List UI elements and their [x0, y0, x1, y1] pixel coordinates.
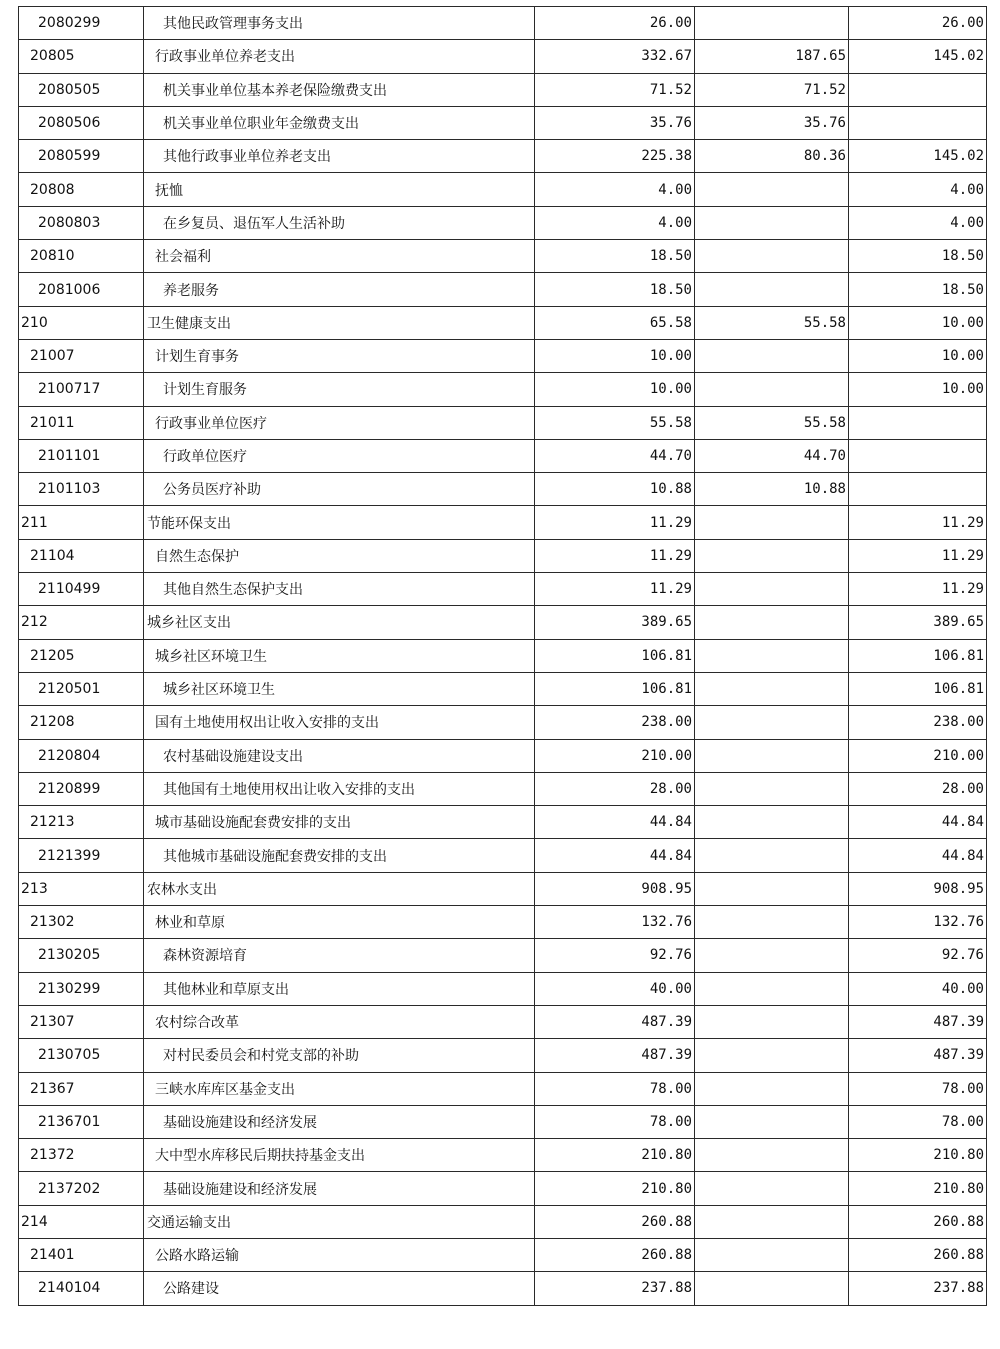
table-row [19, 839, 987, 872]
subject-name-cell: 基础设施建设和经济发展 [144, 1172, 535, 1205]
subject-name-cell: 在乡复员、退伍军人生活补助 [144, 206, 535, 239]
subject-name-cell: 农村基础设施建设支出 [144, 739, 535, 772]
project-expenditure-cell: 11.29 [849, 573, 987, 606]
project-expenditure-cell: 78.00 [849, 1072, 987, 1105]
total-amount-cell: 10.88 [535, 473, 695, 506]
total-amount-cell: 332.67 [535, 40, 695, 73]
subject-code-cell: 211 [19, 506, 144, 539]
basic-expenditure-cell [695, 806, 849, 839]
subject-name-cell: 国有土地使用权出让收入安排的支出 [144, 706, 535, 739]
total-amount-cell: 260.88 [535, 1238, 695, 1271]
basic-expenditure-cell [695, 772, 849, 805]
subject-code-cell: 2137202 [19, 1172, 144, 1205]
subject-name-cell: 计划生育服务 [144, 373, 535, 406]
basic-expenditure-cell [695, 1205, 849, 1238]
subject-name-cell: 农村综合改革 [144, 1005, 535, 1038]
table-row [19, 1105, 987, 1138]
table-row [19, 1072, 987, 1105]
basic-expenditure-cell: 71.52 [695, 73, 849, 106]
subject-code-cell: 20805 [19, 40, 144, 73]
subject-code-cell: 2080803 [19, 206, 144, 239]
table-row [19, 173, 987, 206]
subject-name-cell: 森林资源培育 [144, 939, 535, 972]
basic-expenditure-cell [695, 339, 849, 372]
subject-name-cell: 计划生育事务 [144, 339, 535, 372]
project-expenditure-cell: 106.81 [849, 672, 987, 705]
total-amount-cell: 210.80 [535, 1172, 695, 1205]
table-row [19, 939, 987, 972]
basic-expenditure-cell [695, 173, 849, 206]
total-amount-cell: 55.58 [535, 406, 695, 439]
table-row [19, 1139, 987, 1172]
total-amount-cell: 260.88 [535, 1205, 695, 1238]
total-amount-cell: 18.50 [535, 273, 695, 306]
basic-expenditure-cell [695, 606, 849, 639]
table-row [19, 1005, 987, 1038]
table-row [19, 739, 987, 772]
subject-name-cell: 机关事业单位基本养老保险缴费支出 [144, 73, 535, 106]
table-row [19, 1272, 987, 1305]
subject-code-cell: 2130205 [19, 939, 144, 972]
subject-name-cell: 社会福利 [144, 240, 535, 273]
table-row [19, 539, 987, 572]
table-row [19, 140, 987, 173]
total-amount-cell: 132.76 [535, 906, 695, 939]
subject-code-cell: 2080299 [19, 7, 144, 40]
basic-expenditure-cell: 55.58 [695, 406, 849, 439]
subject-code-cell: 20808 [19, 173, 144, 206]
subject-name-cell: 机关事业单位职业年金缴费支出 [144, 106, 535, 139]
project-expenditure-cell: 11.29 [849, 506, 987, 539]
subject-code-cell: 2101103 [19, 473, 144, 506]
basic-expenditure-cell [695, 1238, 849, 1271]
total-amount-cell: 65.58 [535, 306, 695, 339]
total-amount-cell: 26.00 [535, 7, 695, 40]
subject-name-cell: 对村民委员会和村党支部的补助 [144, 1039, 535, 1072]
total-amount-cell: 210.80 [535, 1139, 695, 1172]
total-amount-cell: 44.70 [535, 439, 695, 472]
basic-expenditure-cell [695, 1272, 849, 1305]
subject-name-cell: 农林水支出 [144, 872, 535, 905]
subject-code-cell: 213 [19, 872, 144, 905]
subject-name-cell: 城市基础设施配套费安排的支出 [144, 806, 535, 839]
table-row [19, 906, 987, 939]
total-amount-cell: 92.76 [535, 939, 695, 972]
subject-name-cell: 大中型水库移民后期扶持基金支出 [144, 1139, 535, 1172]
subject-name-cell: 其他国有土地使用权出让收入安排的支出 [144, 772, 535, 805]
basic-expenditure-cell [695, 706, 849, 739]
table-row [19, 672, 987, 705]
subject-code-cell: 2080505 [19, 73, 144, 106]
subject-name-cell: 公路建设 [144, 1272, 535, 1305]
subject-name-cell: 卫生健康支出 [144, 306, 535, 339]
project-expenditure-cell: 145.02 [849, 40, 987, 73]
table-row [19, 73, 987, 106]
total-amount-cell: 10.00 [535, 339, 695, 372]
table-row [19, 373, 987, 406]
basic-expenditure-cell [695, 273, 849, 306]
project-expenditure-cell: 10.00 [849, 373, 987, 406]
project-expenditure-cell: 210.80 [849, 1139, 987, 1172]
project-expenditure-cell: 4.00 [849, 206, 987, 239]
total-amount-cell: 71.52 [535, 73, 695, 106]
project-expenditure-cell: 11.29 [849, 539, 987, 572]
table-row [19, 439, 987, 472]
basic-expenditure-cell [695, 506, 849, 539]
project-expenditure-cell [849, 406, 987, 439]
table-row [19, 1238, 987, 1271]
total-amount-cell: 238.00 [535, 706, 695, 739]
subject-code-cell: 2081006 [19, 273, 144, 306]
subject-name-cell: 三峡水库库区基金支出 [144, 1072, 535, 1105]
basic-expenditure-cell [695, 240, 849, 273]
basic-expenditure-cell [695, 1005, 849, 1038]
subject-name-cell: 城乡社区支出 [144, 606, 535, 639]
basic-expenditure-cell [695, 1072, 849, 1105]
subject-code-cell: 2100717 [19, 373, 144, 406]
table-row [19, 406, 987, 439]
basic-expenditure-cell: 55.58 [695, 306, 849, 339]
table-row [19, 772, 987, 805]
subject-code-cell: 21401 [19, 1238, 144, 1271]
subject-code-cell: 20810 [19, 240, 144, 273]
subject-name-cell: 行政单位医疗 [144, 439, 535, 472]
total-amount-cell: 487.39 [535, 1005, 695, 1038]
subject-code-cell: 2130299 [19, 972, 144, 1005]
total-amount-cell: 28.00 [535, 772, 695, 805]
basic-expenditure-cell [695, 539, 849, 572]
total-amount-cell: 11.29 [535, 506, 695, 539]
subject-code-cell: 21205 [19, 639, 144, 672]
table-row [19, 606, 987, 639]
project-expenditure-cell: 487.39 [849, 1039, 987, 1072]
subject-code-cell: 21372 [19, 1139, 144, 1172]
total-amount-cell: 40.00 [535, 972, 695, 1005]
project-expenditure-cell: 132.76 [849, 906, 987, 939]
basic-expenditure-cell [695, 972, 849, 1005]
basic-expenditure-cell [695, 639, 849, 672]
budget-expenditure-table [18, 6, 987, 1306]
table-row [19, 506, 987, 539]
total-amount-cell: 44.84 [535, 806, 695, 839]
subject-name-cell: 基础设施建设和经济发展 [144, 1105, 535, 1138]
table-row [19, 106, 987, 139]
basic-expenditure-cell [695, 1139, 849, 1172]
basic-expenditure-cell [695, 906, 849, 939]
basic-expenditure-cell: 80.36 [695, 140, 849, 173]
subject-code-cell: 21302 [19, 906, 144, 939]
project-expenditure-cell: 4.00 [849, 173, 987, 206]
basic-expenditure-cell [695, 939, 849, 972]
total-amount-cell: 35.76 [535, 106, 695, 139]
basic-expenditure-cell: 44.70 [695, 439, 849, 472]
project-expenditure-cell [849, 73, 987, 106]
subject-code-cell: 2080599 [19, 140, 144, 173]
subject-name-cell: 林业和草原 [144, 906, 535, 939]
subject-code-cell: 2110499 [19, 573, 144, 606]
subject-code-cell: 2121399 [19, 839, 144, 872]
project-expenditure-cell: 238.00 [849, 706, 987, 739]
project-expenditure-cell: 106.81 [849, 639, 987, 672]
subject-name-cell: 自然生态保护 [144, 539, 535, 572]
project-expenditure-cell: 210.80 [849, 1172, 987, 1205]
project-expenditure-cell: 487.39 [849, 1005, 987, 1038]
subject-code-cell: 214 [19, 1205, 144, 1238]
subject-name-cell: 其他行政事业单位养老支出 [144, 140, 535, 173]
project-expenditure-cell: 18.50 [849, 273, 987, 306]
basic-expenditure-cell [695, 739, 849, 772]
table-row [19, 1205, 987, 1238]
project-expenditure-cell: 40.00 [849, 972, 987, 1005]
subject-code-cell: 21007 [19, 339, 144, 372]
basic-expenditure-cell [695, 1039, 849, 1072]
basic-expenditure-cell [695, 373, 849, 406]
total-amount-cell: 18.50 [535, 240, 695, 273]
table-row [19, 1039, 987, 1072]
subject-code-cell: 21367 [19, 1072, 144, 1105]
basic-expenditure-cell: 187.65 [695, 40, 849, 73]
project-expenditure-cell: 26.00 [849, 7, 987, 40]
basic-expenditure-cell [695, 573, 849, 606]
project-expenditure-cell [849, 439, 987, 472]
subject-name-cell: 行政事业单位养老支出 [144, 40, 535, 73]
project-expenditure-cell: 92.76 [849, 939, 987, 972]
basic-expenditure-cell [695, 7, 849, 40]
subject-name-cell: 行政事业单位医疗 [144, 406, 535, 439]
table-row [19, 306, 987, 339]
basic-expenditure-cell [695, 206, 849, 239]
project-expenditure-cell: 908.95 [849, 872, 987, 905]
total-amount-cell: 11.29 [535, 573, 695, 606]
table-row [19, 7, 987, 40]
subject-code-cell: 2120501 [19, 672, 144, 705]
subject-name-cell: 公路水路运输 [144, 1238, 535, 1271]
basic-expenditure-cell [695, 1105, 849, 1138]
basic-expenditure-cell [695, 872, 849, 905]
total-amount-cell: 106.81 [535, 672, 695, 705]
subject-code-cell: 212 [19, 606, 144, 639]
total-amount-cell: 11.29 [535, 539, 695, 572]
project-expenditure-cell: 389.65 [849, 606, 987, 639]
subject-code-cell: 2080506 [19, 106, 144, 139]
project-expenditure-cell: 44.84 [849, 806, 987, 839]
table-row [19, 339, 987, 372]
project-expenditure-cell: 210.00 [849, 739, 987, 772]
basic-expenditure-cell: 10.88 [695, 473, 849, 506]
basic-expenditure-cell [695, 1172, 849, 1205]
project-expenditure-cell: 44.84 [849, 839, 987, 872]
total-amount-cell: 78.00 [535, 1072, 695, 1105]
project-expenditure-cell: 145.02 [849, 140, 987, 173]
total-amount-cell: 210.00 [535, 739, 695, 772]
subject-code-cell: 2120804 [19, 739, 144, 772]
total-amount-cell: 237.88 [535, 1272, 695, 1305]
subject-code-cell: 21011 [19, 406, 144, 439]
subject-name-cell: 城乡社区环境卫生 [144, 672, 535, 705]
subject-name-cell: 公务员医疗补助 [144, 473, 535, 506]
table-row [19, 206, 987, 239]
project-expenditure-cell [849, 106, 987, 139]
table-row [19, 473, 987, 506]
project-expenditure-cell: 28.00 [849, 772, 987, 805]
total-amount-cell: 389.65 [535, 606, 695, 639]
project-expenditure-cell: 10.00 [849, 339, 987, 372]
table-row [19, 1172, 987, 1205]
table-row [19, 872, 987, 905]
total-amount-cell: 10.00 [535, 373, 695, 406]
subject-name-cell: 节能环保支出 [144, 506, 535, 539]
basic-expenditure-cell [695, 672, 849, 705]
table-row [19, 573, 987, 606]
project-expenditure-cell: 237.88 [849, 1272, 987, 1305]
project-expenditure-cell: 78.00 [849, 1105, 987, 1138]
basic-expenditure-cell: 35.76 [695, 106, 849, 139]
subject-name-cell: 其他自然生态保护支出 [144, 573, 535, 606]
subject-code-cell: 21213 [19, 806, 144, 839]
total-amount-cell: 4.00 [535, 173, 695, 206]
subject-code-cell: 2101101 [19, 439, 144, 472]
table-row [19, 706, 987, 739]
table-row [19, 273, 987, 306]
project-expenditure-cell: 260.88 [849, 1238, 987, 1271]
total-amount-cell: 4.00 [535, 206, 695, 239]
subject-name-cell: 养老服务 [144, 273, 535, 306]
total-amount-cell: 225.38 [535, 140, 695, 173]
subject-code-cell: 2136701 [19, 1105, 144, 1138]
subject-name-cell: 其他民政管理事务支出 [144, 7, 535, 40]
subject-name-cell: 其他城市基础设施配套费安排的支出 [144, 839, 535, 872]
total-amount-cell: 78.00 [535, 1105, 695, 1138]
subject-name-cell: 抚恤 [144, 173, 535, 206]
total-amount-cell: 487.39 [535, 1039, 695, 1072]
table-body [19, 7, 987, 1306]
subject-code-cell: 2140104 [19, 1272, 144, 1305]
total-amount-cell: 908.95 [535, 872, 695, 905]
table-row [19, 639, 987, 672]
subject-code-cell: 210 [19, 306, 144, 339]
subject-code-cell: 2130705 [19, 1039, 144, 1072]
table-row [19, 972, 987, 1005]
subject-code-cell: 2120899 [19, 772, 144, 805]
table-row [19, 40, 987, 73]
subject-name-cell: 其他林业和草原支出 [144, 972, 535, 1005]
subject-name-cell: 城乡社区环境卫生 [144, 639, 535, 672]
subject-name-cell: 交通运输支出 [144, 1205, 535, 1238]
subject-code-cell: 21307 [19, 1005, 144, 1038]
subject-code-cell: 21208 [19, 706, 144, 739]
table-row [19, 240, 987, 273]
table-row [19, 806, 987, 839]
total-amount-cell: 106.81 [535, 639, 695, 672]
project-expenditure-cell [849, 473, 987, 506]
total-amount-cell: 44.84 [535, 839, 695, 872]
subject-code-cell: 21104 [19, 539, 144, 572]
project-expenditure-cell: 260.88 [849, 1205, 987, 1238]
basic-expenditure-cell [695, 839, 849, 872]
project-expenditure-cell: 18.50 [849, 240, 987, 273]
project-expenditure-cell: 10.00 [849, 306, 987, 339]
